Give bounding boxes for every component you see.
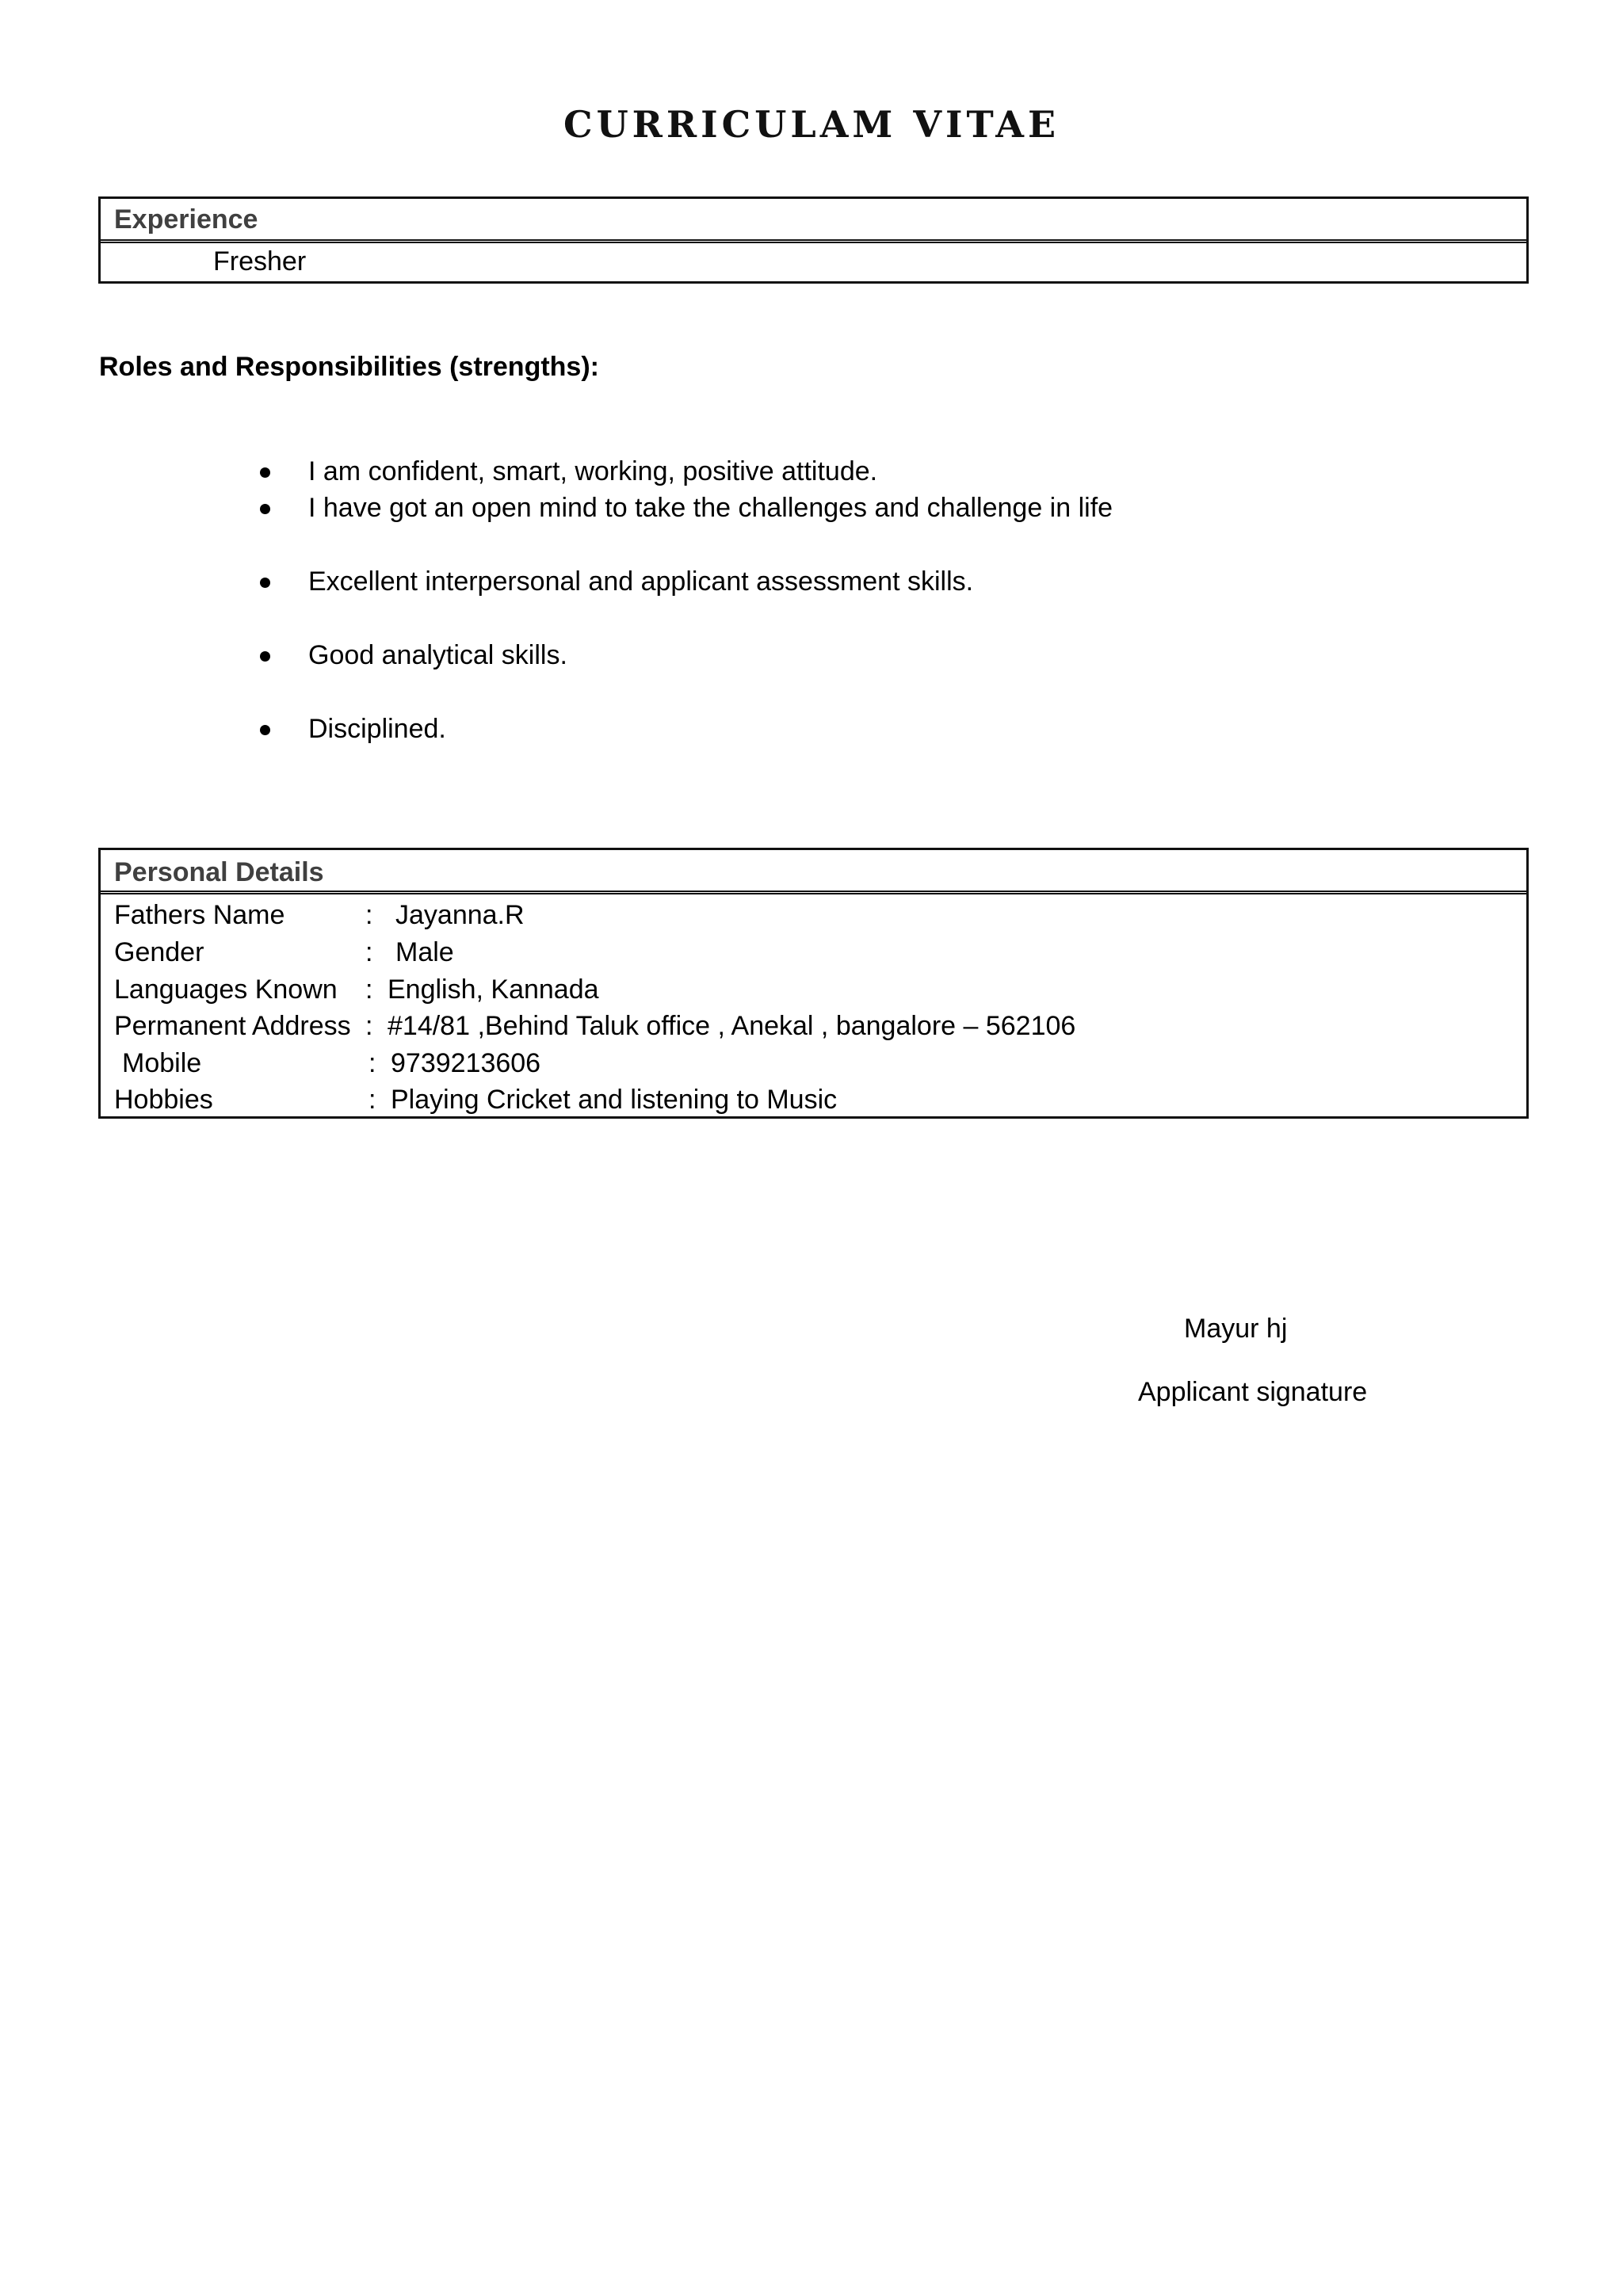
row-label: Permanent Address (114, 1011, 351, 1041)
row-label: Gender (114, 937, 204, 967)
experience-box (98, 196, 1529, 284)
row-separator: : (365, 900, 373, 930)
personal-details-box (98, 848, 1529, 1119)
document-title: CURRICULAM VITAE (563, 103, 1060, 146)
row-value: Male (395, 937, 454, 967)
list-item-text: I have got an open mind to take the challenges and challenge in life (308, 493, 1113, 523)
experience-value: Fresher (213, 246, 307, 277)
row-value: 9739213606 (391, 1048, 541, 1078)
row-separator: : (365, 974, 373, 1005)
row-separator: : (369, 1048, 376, 1078)
row-separator: : (365, 1011, 373, 1041)
row-label: Hobbies (114, 1085, 213, 1115)
row-separator: : (369, 1085, 376, 1115)
row-value: Jayanna.R (395, 900, 525, 930)
personal-details-heading: Personal Details (101, 850, 1526, 894)
roles-heading: Roles and Responsibilities (strengths): (99, 352, 599, 382)
row-value: Playing Cricket and listening to Music (391, 1085, 838, 1115)
row-label: Languages Known (114, 974, 338, 1005)
signature-label: Applicant signature (1138, 1377, 1368, 1407)
list-item-text: Excellent interpersonal and applicant assessment skills. (308, 566, 974, 597)
row-label: Mobile (122, 1048, 202, 1078)
signature-name: Mayur hj (1184, 1314, 1288, 1344)
list-item-text: I am confident, smart, working, positive attitude. (308, 456, 878, 486)
row-label: Fathers Name (114, 900, 285, 930)
list-item-text: Disciplined. (308, 714, 446, 744)
row-value: #14/81 ,Behind Taluk office , Anekal , bangalore – 562106 (388, 1011, 1076, 1041)
list-item-text: Good analytical skills. (308, 640, 567, 670)
row-separator: : (365, 937, 373, 967)
experience-heading: Experience (101, 199, 1526, 243)
row-value: English, Kannada (388, 974, 599, 1005)
